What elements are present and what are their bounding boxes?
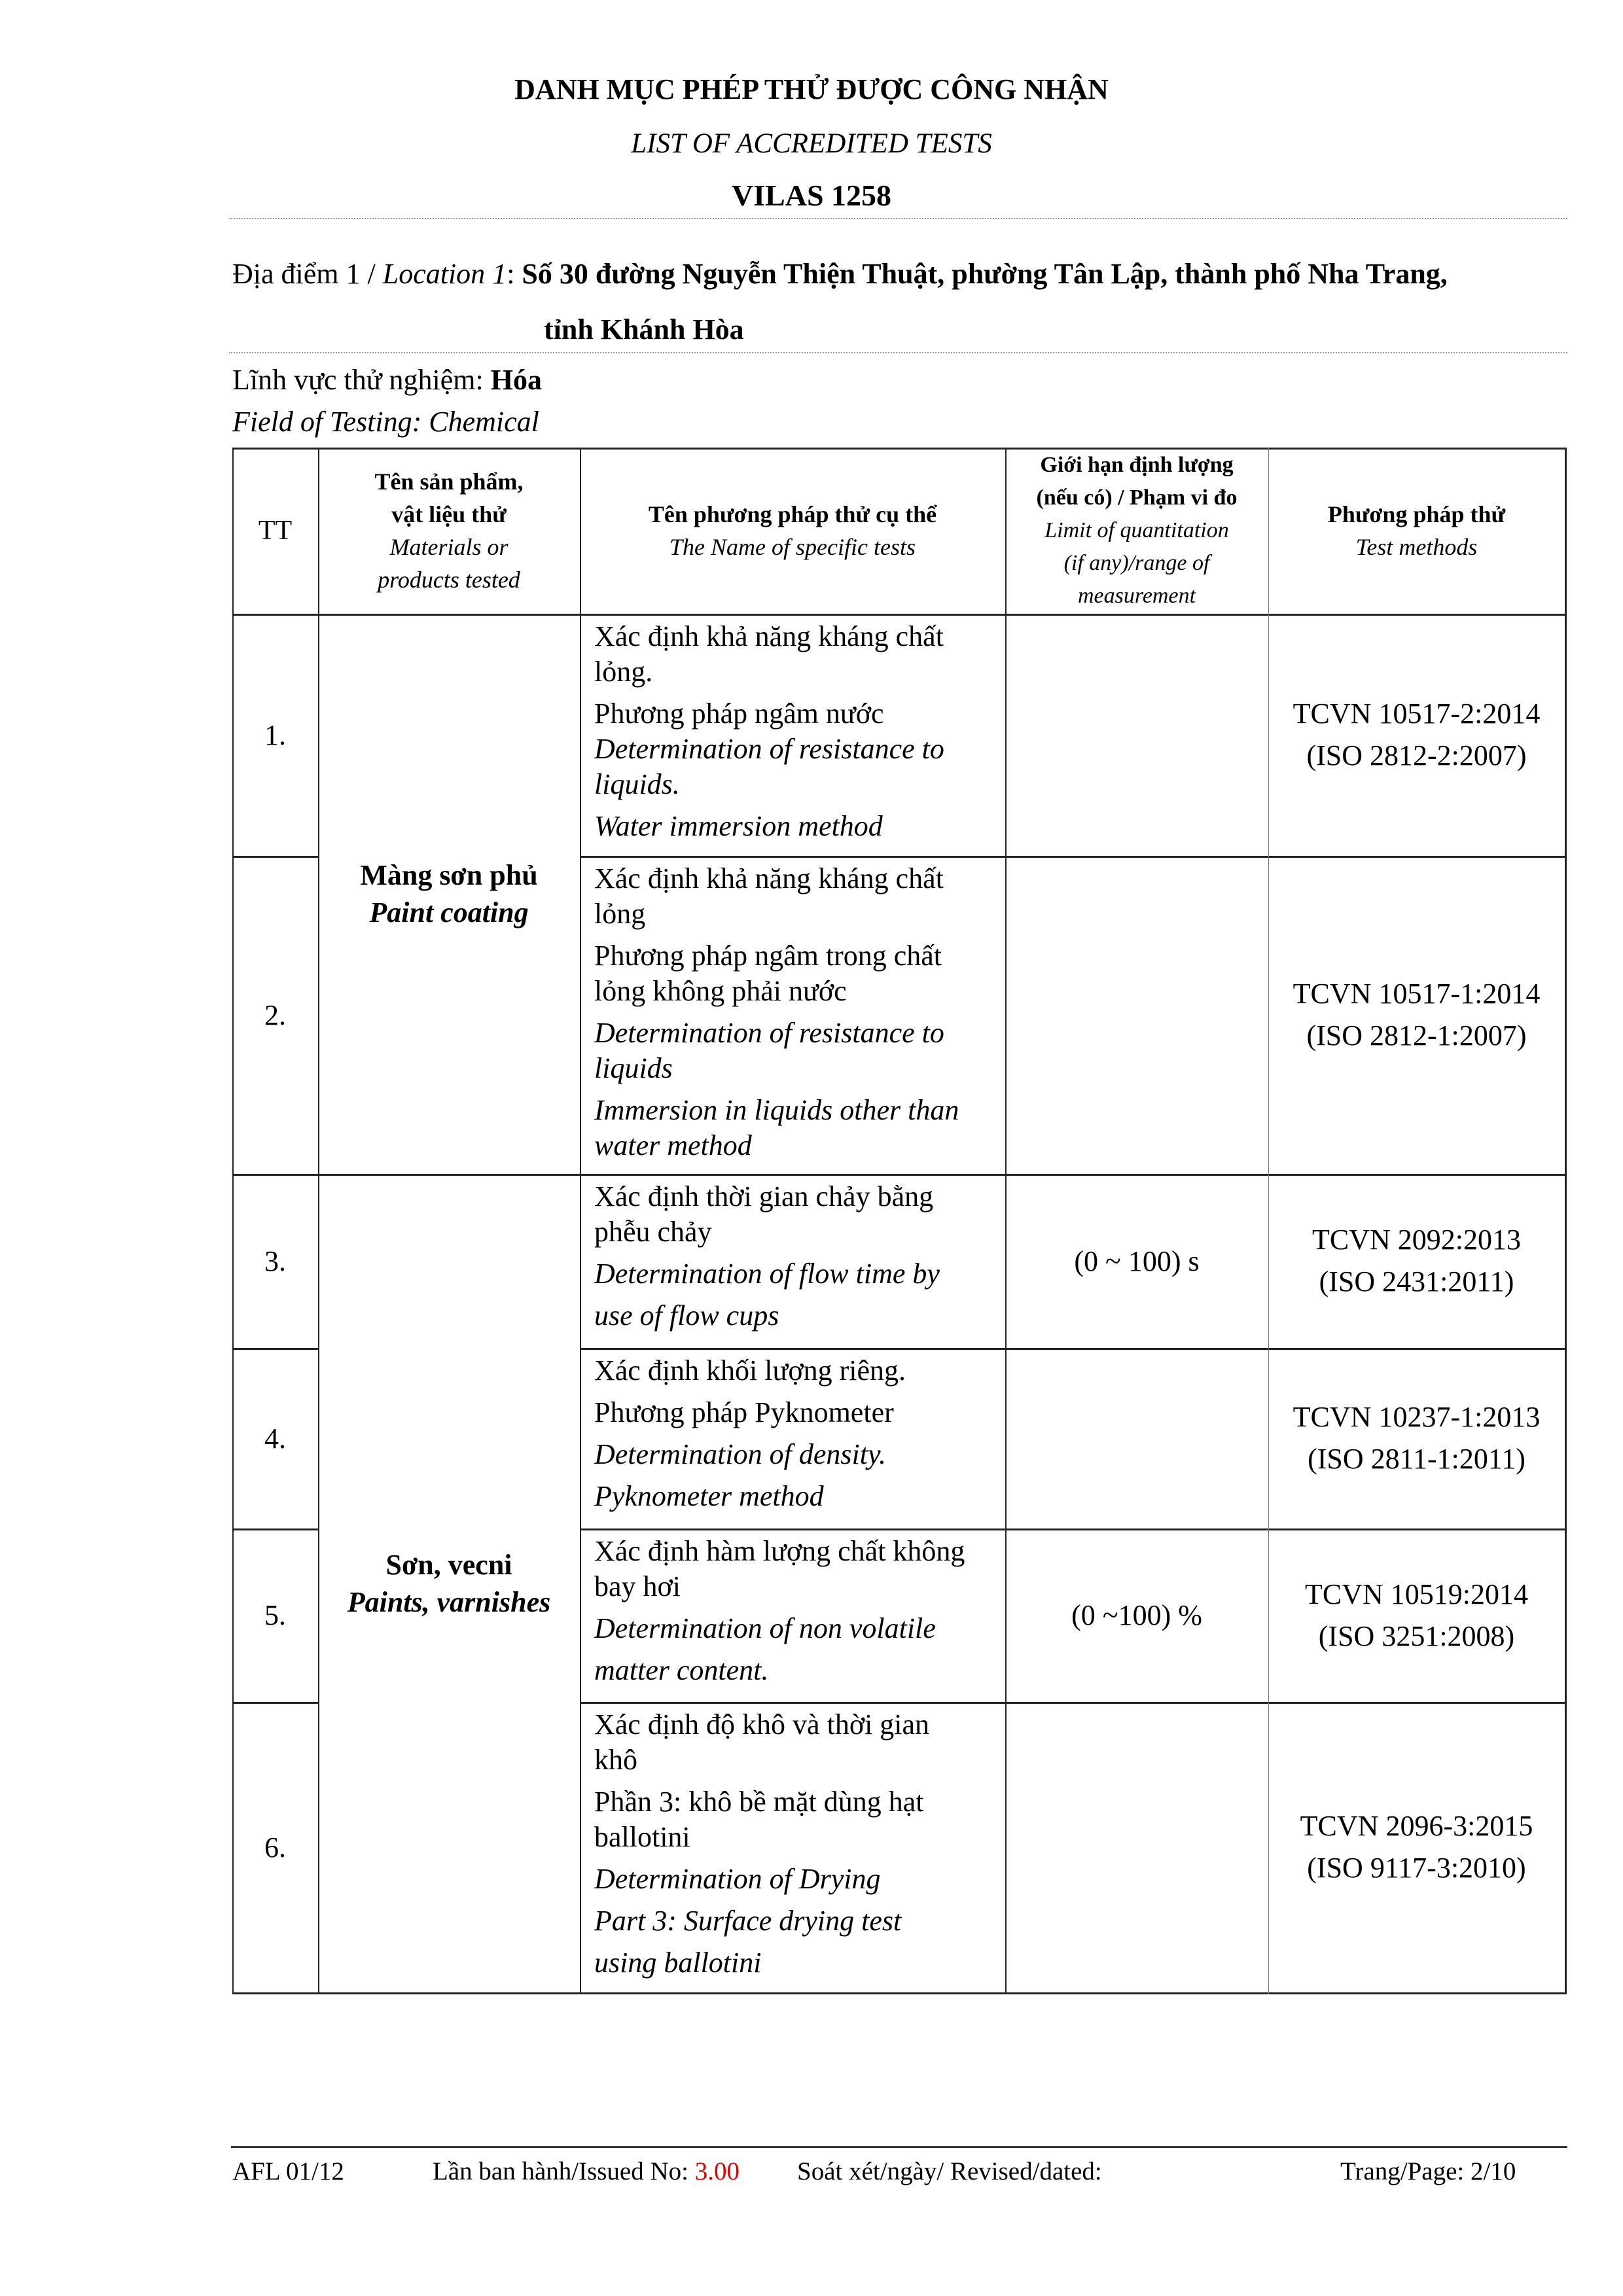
test-name-en-line: Water immersion method: [594, 810, 883, 842]
material-en: Paints, varnishes: [347, 1585, 551, 1618]
field-value-vi: Hóa: [490, 364, 542, 396]
field-of-testing-vi: [232, 363, 542, 397]
table-border-right: [1565, 448, 1567, 1994]
test-method-tcvn: TCVN 10237-1:2013: [1293, 1401, 1541, 1433]
limit-cell: [1005, 614, 1268, 856]
field-label-vi: Lĩnh vực thử nghiệm:: [232, 364, 491, 396]
test-method-tcvn: TCVN 2096-3:2015: [1300, 1810, 1533, 1842]
location-line: [232, 257, 1448, 291]
test-method-iso: (ISO 9117-3:2010): [1307, 1852, 1526, 1884]
test-method-cell: [1268, 1528, 1565, 1702]
test-name-cell: [580, 1702, 1005, 1992]
material-group-paints-varnishes: [318, 1174, 580, 1992]
header-limit-en-1: Limit of quantitation: [1044, 518, 1229, 542]
header-materials-en-2: products tested: [378, 567, 520, 593]
header-materials-en-1: Materials or: [389, 534, 508, 560]
test-name-vi-line: ballotini: [594, 1821, 690, 1853]
test-name-cell: [580, 856, 1005, 1174]
document-title: DANH MỤC PHÉP THỬ ĐƯỢC CÔNG NHẬN: [514, 73, 1109, 105]
test-name-en-line: Determination of resistance to: [594, 733, 944, 765]
header-method-en: Test methods: [1355, 534, 1478, 560]
test-name-en-line: Determination of resistance to: [594, 1017, 944, 1049]
header-materials-vi-1: Tên sản phẩm,: [374, 468, 524, 495]
footer-issued-value: 3.00: [694, 2157, 740, 2185]
test-name-en-line: liquids.: [594, 768, 680, 800]
row-number: [232, 1528, 318, 1702]
test-method-iso: (ISO 2811-1:2011): [1308, 1443, 1525, 1475]
table-border-bottom: [232, 1992, 1567, 1994]
row-number: [232, 1174, 318, 1348]
row-number: [232, 1702, 318, 1992]
location-divider: [229, 352, 1567, 353]
material-vi: Màng sơn phủ: [360, 859, 538, 891]
test-name-en-line: Determination of density.: [594, 1438, 887, 1470]
row-number: [232, 1348, 318, 1528]
test-name-en-line: Pyknometer method: [594, 1480, 824, 1512]
test-name-vi-line: Xác định thời gian chảy bằng: [594, 1180, 934, 1212]
footer-issued-label: Lần ban hành/Issued No:: [433, 2157, 695, 2185]
header-tt: [232, 448, 318, 614]
test-method-cell: [1268, 1174, 1565, 1348]
test-name-vi-line: lỏng: [594, 898, 646, 930]
test-name-en-line: liquids: [594, 1052, 673, 1084]
header-limit: [1005, 448, 1268, 614]
limit-cell: [1005, 856, 1268, 1174]
location-label-vi: Địa điểm 1 /: [232, 258, 383, 290]
row-number-text: 2.: [264, 998, 286, 1031]
test-name-vi-line: Phương pháp ngâm trong chất: [594, 940, 942, 972]
test-name-vi-line: lỏng.: [594, 656, 653, 688]
test-name-vi-line: Xác định khả năng kháng chất: [594, 620, 944, 652]
header-limit-en-3: measurement: [1077, 584, 1196, 608]
test-name-vi-line: Xác định độ khô và thời gian: [594, 1708, 930, 1740]
test-name-cell: [580, 1348, 1005, 1528]
test-method-iso: (ISO 2812-2:2007): [1306, 739, 1527, 771]
row-number-text: 1.: [264, 718, 286, 751]
test-name-en-line: Immersion in liquids other than: [594, 1094, 959, 1126]
header-test-name-en: The Name of specific tests: [669, 534, 916, 560]
document-subtitle: LIST OF ACCREDITED TESTS: [631, 128, 992, 159]
test-name-cell: [580, 614, 1005, 856]
test-name-vi-line: phễu chảy: [594, 1216, 712, 1248]
header-materials-vi-2: vật liệu thử: [391, 501, 507, 527]
test-name-vi-line: Xác định khối lượng riêng.: [594, 1354, 906, 1386]
location-address-line2: tỉnh Khánh Hòa: [544, 313, 744, 345]
header-divider: [229, 218, 1567, 219]
test-name-en-line: use of flow cups: [594, 1299, 779, 1332]
header-limit-vi-1: Giới hạn định lượng: [1040, 453, 1234, 477]
accreditation-code: VILAS 1258: [731, 179, 892, 212]
test-method-iso: (ISO 2431:2011): [1319, 1265, 1514, 1298]
row-number-text: 6.: [264, 1831, 286, 1863]
test-name-en-line: Part 3: Surface drying test: [594, 1905, 902, 1937]
test-name-vi-line: bay hơi: [594, 1570, 681, 1602]
header-limit-en-2: (if any)/range of: [1063, 551, 1210, 575]
test-name-cell: [580, 1528, 1005, 1702]
test-name-en-line: Determination of Drying: [594, 1863, 881, 1895]
limit-cell: [1005, 1702, 1268, 1992]
test-method-tcvn: TCVN 2092:2013: [1312, 1224, 1521, 1256]
test-method-tcvn: TCVN 10517-2:2014: [1293, 698, 1541, 730]
test-method-cell: [1268, 1348, 1565, 1528]
row-number: [232, 614, 318, 856]
test-name-en-line: Determination of non volatile: [594, 1612, 936, 1644]
header-method-vi: Phương pháp thử: [1327, 501, 1506, 527]
header-tt-label: TT: [258, 516, 293, 546]
row-number-text: 3.: [264, 1245, 286, 1277]
test-name-vi-line: Phần 3: khô bề mặt dùng hạt: [594, 1786, 924, 1818]
limit-cell: [1005, 1174, 1268, 1348]
footer-divider: [231, 2146, 1567, 2148]
test-name-en-line: Determination of flow time by: [594, 1258, 940, 1290]
accredited-tests-table: [232, 448, 1567, 1994]
header-test-name: [580, 448, 1005, 614]
limit-cell: [1005, 1528, 1268, 1702]
footer-revised: Soát xét/ngày/ Revised/dated:: [797, 2157, 1102, 2185]
test-method-cell: [1268, 856, 1565, 1174]
footer-page-number: Trang/Page: 2/10: [1340, 2157, 1516, 2185]
limit-value: (0 ~100) %: [1071, 1599, 1202, 1631]
location-address-line1: Số 30 đường Nguyễn Thiện Thuật, phường Tân Lập, thành phố Nha Trang,: [522, 258, 1448, 290]
test-name-cell: [580, 1174, 1005, 1348]
material-en: Paint coating: [369, 896, 529, 928]
limit-cell: [1005, 1348, 1268, 1528]
test-name-vi-line: Xác định hàm lượng chất không: [594, 1535, 965, 1567]
test-name-vi-line: lỏng không phải nước: [594, 975, 847, 1007]
row-number-text: 5.: [264, 1599, 286, 1631]
limit-value: (0 ~ 100) s: [1074, 1245, 1200, 1277]
test-method-cell: [1268, 1702, 1565, 1992]
header-materials: [318, 448, 580, 614]
test-method-cell: [1268, 614, 1565, 856]
footer-form-code: AFL 01/12: [232, 2157, 344, 2185]
row-number-text: 4.: [264, 1422, 286, 1455]
test-name-vi-line: khô: [594, 1744, 637, 1776]
test-name-vi-line: Phương pháp Pyknometer: [594, 1396, 894, 1428]
test-method-iso: (ISO 2812-1:2007): [1306, 1019, 1527, 1051]
header-method: [1268, 448, 1565, 614]
location-separator: :: [507, 258, 522, 290]
test-name-vi-line: Xác định khả năng kháng chất: [594, 862, 944, 894]
footer-issued: [433, 2157, 740, 2187]
location-label-en: Location 1: [382, 258, 507, 290]
test-name-en-line: water method: [594, 1129, 752, 1161]
header-limit-vi-2: (nếu có) / Phạm vi đo: [1036, 486, 1238, 510]
row-number: [232, 856, 318, 1174]
test-name-en-line: using ballotini: [594, 1947, 762, 1979]
test-name-vi-line: Phương pháp ngâm nước: [594, 698, 884, 730]
test-method-tcvn: TCVN 10519:2014: [1305, 1578, 1528, 1610]
test-method-tcvn: TCVN 10517-1:2014: [1293, 978, 1541, 1010]
test-name-en-line: matter content.: [594, 1654, 769, 1686]
material-group-paint-coating: [318, 614, 580, 1174]
test-method-iso: (ISO 3251:2008): [1318, 1619, 1515, 1652]
field-of-testing-en: Field of Testing: Chemical: [232, 406, 539, 438]
material-vi: Sơn, vecni: [385, 1548, 512, 1581]
header-test-name-vi: Tên phương pháp thử cụ thể: [648, 501, 937, 527]
